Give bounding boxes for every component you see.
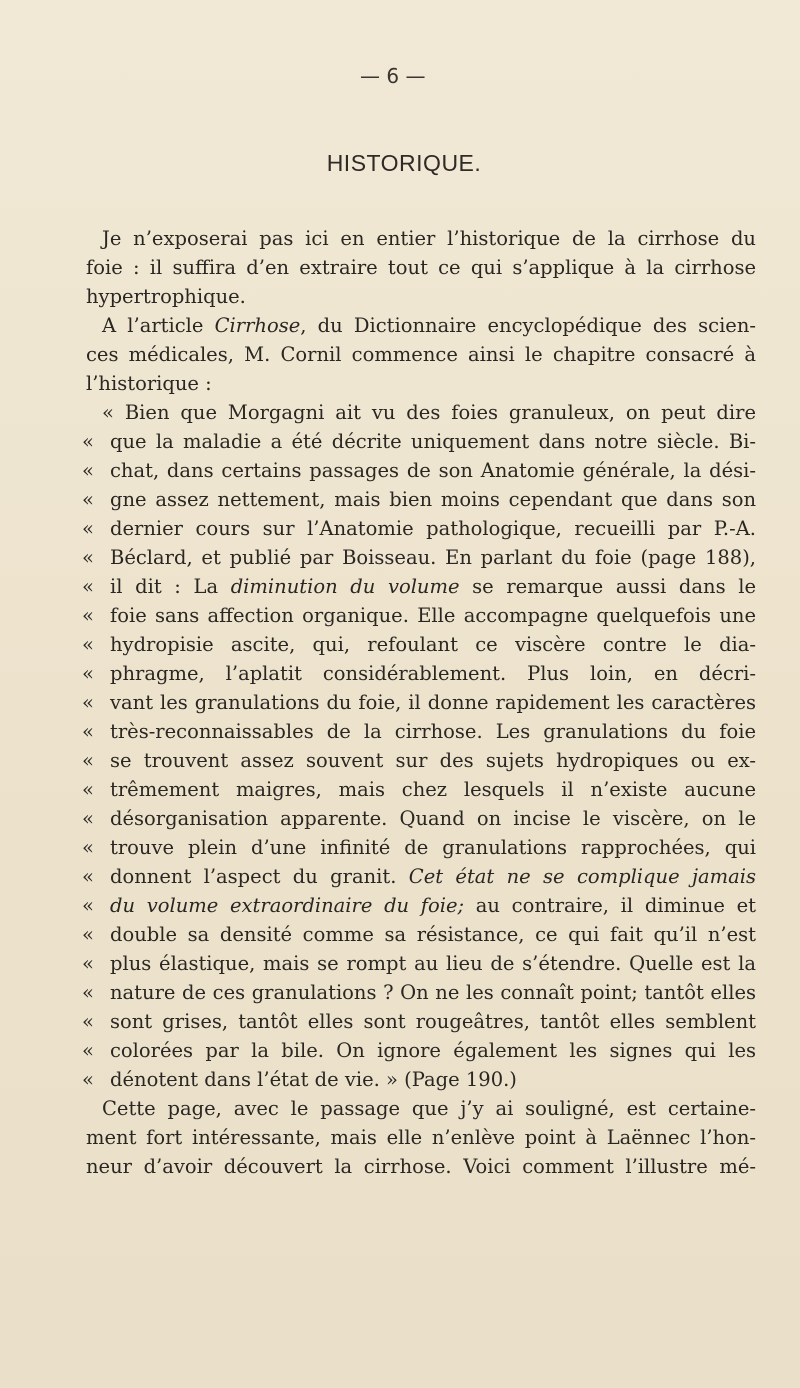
quote-line	[82, 891, 756, 920]
text-run: foie sans affection organique. Elle accompagne quelquefois une	[110, 604, 756, 627]
text-run: A l’article	[102, 314, 215, 337]
quote-mark: «	[82, 981, 94, 1004]
text-run: désorganisation apparente. Quand on incise le viscère, on le	[110, 807, 756, 830]
text-run: hydropisie ascite, qui, refoulant ce viscère contre le dia-	[110, 633, 756, 656]
quote-mark: «	[82, 923, 94, 946]
text-run: dernier cours sur l’Anatomie pathologique, recueilli par P.-A.	[110, 517, 756, 540]
italic-run: du volume extraordinaire du foie;	[110, 894, 465, 917]
quote-line	[82, 659, 756, 688]
quote-line	[82, 601, 756, 630]
text-run: colorées par la bile. On ignore également les signes qui les	[110, 1039, 756, 1062]
paragraph-line: ces médicales, M. Cornil commence ainsi le chapitre consacré à	[86, 343, 756, 366]
quote-mark: «	[82, 1010, 94, 1033]
text-run: , du Dictionnaire encyclopédique des scien-	[300, 314, 756, 337]
quote-line	[82, 485, 756, 514]
italic-run: diminution du volume	[230, 575, 460, 598]
quote-mark: «	[82, 1068, 94, 1091]
quote-mark: «	[82, 865, 94, 888]
page-number: — 6 —	[360, 64, 426, 88]
quote-line	[82, 775, 756, 804]
quote-mark: «	[82, 807, 94, 830]
quote-line	[82, 1036, 756, 1065]
quote-line	[82, 1007, 756, 1036]
quote-mark: «	[82, 894, 94, 917]
quote-mark: «	[82, 604, 94, 627]
quote-line	[82, 746, 756, 775]
quote-line: « Bien que Morgagni ait vu des foies granuleux, on peut dire	[102, 401, 756, 424]
text-run: se remarque aussi dans le	[459, 575, 756, 598]
text-run: plus élastique, mais se rompt au lieu de s’étendre. Quelle est la	[110, 952, 756, 975]
quote-line	[82, 630, 756, 659]
quote-mark: «	[82, 778, 94, 801]
quote-line	[82, 949, 756, 978]
body-text	[82, 224, 757, 1181]
text-run: double sa densité comme sa résistance, ce qui fait qu’il n’est	[110, 923, 756, 946]
quote-mark: «	[82, 749, 94, 772]
text-run: vant les granulations du foie, il donne rapidement les caractères	[110, 691, 756, 714]
quote-mark: «	[82, 575, 94, 598]
text-run: gne assez nettement, mais bien moins cependant que dans son	[110, 488, 756, 511]
paragraph-line: neur d’avoir découvert la cirrhose. Voici comment l’illustre mé-	[86, 1155, 756, 1178]
quote-line	[82, 543, 756, 572]
paragraph-line: ment fort intéressante, mais elle n’enlève point à Laënnec l’hon-	[86, 1126, 756, 1149]
paragraph-line: foie : il suffira d’en extraire tout ce qui s’applique à la cirrhose	[86, 256, 756, 279]
quote-mark: «	[82, 488, 94, 511]
paragraph-line: l’historique :	[86, 372, 212, 395]
quote-mark: «	[82, 1039, 94, 1062]
text-run: donnent l’aspect du granit.	[110, 865, 409, 888]
quote-mark: «	[82, 720, 94, 743]
quote-line	[82, 456, 756, 485]
quote-mark: «	[82, 517, 94, 540]
quote-mark: «	[82, 662, 94, 685]
quote-mark: «	[82, 952, 94, 975]
quote-line	[82, 572, 756, 601]
paragraph-line	[86, 311, 756, 340]
quote-line	[82, 427, 756, 456]
text-run: très-reconnaissables de la cirrhose. Les granulations du foie	[110, 720, 756, 743]
text-run: phragme, l’aplatit considérablement. Plus loin, en décri-	[110, 662, 756, 685]
quote-mark: «	[82, 430, 94, 453]
text-run: que la maladie a été décrite uniquement dans notre siècle. Bi-	[110, 430, 756, 453]
text-run: au contraire, il diminue et	[464, 894, 756, 917]
quote-line	[82, 862, 757, 891]
quote-line	[82, 717, 756, 746]
quote-line	[82, 804, 756, 833]
text-run: Béclard, et publié par Boisseau. En parlant du foie (page 188),	[110, 546, 756, 569]
text-run: se trouvent assez souvent sur des sujets hydropiques ou ex-	[110, 749, 756, 772]
quote-mark: «	[82, 546, 94, 569]
text-run: dénotent dans l’état de vie. » (Page 190.)	[110, 1068, 517, 1091]
quote-line	[82, 1065, 756, 1094]
text-run: il dit : La	[110, 575, 231, 598]
quote-mark: «	[82, 459, 94, 482]
quote-mark: «	[82, 836, 94, 859]
quote-line	[82, 920, 756, 949]
text-run: chat, dans certains passages de son Anatomie générale, la dési-	[110, 459, 756, 482]
text-run: sont grises, tantôt elles sont rougeâtres, tantôt elles semblent	[110, 1010, 756, 1033]
quote-line	[82, 514, 756, 543]
text-run: trêmement maigres, mais chez lesquels il n’existe aucune	[110, 778, 756, 801]
quote-mark: «	[82, 633, 94, 656]
paragraph-line: Je n’exposerai pas ici en entier l’historique de la cirrhose du	[102, 227, 756, 250]
quote-line	[82, 833, 756, 862]
quote-line	[82, 978, 756, 1007]
italic-run: Cet état ne se complique jamais	[408, 865, 757, 888]
paragraph-line: Cette page, avec le passage que j’y ai souligné, est certaine-	[102, 1097, 756, 1120]
quote-line	[82, 688, 756, 717]
text-run: nature de ces granulations ? On ne les connaît point; tantôt elles	[110, 981, 756, 1004]
section-heading: HISTORIQUE.	[326, 150, 482, 176]
italic-run: Cirrhose	[214, 314, 301, 337]
text-run: trouve plein d’une infinité de granulations rapprochées, qui	[110, 836, 756, 859]
paragraph-line: hypertrophique.	[86, 285, 246, 308]
quote-mark: «	[82, 691, 94, 714]
